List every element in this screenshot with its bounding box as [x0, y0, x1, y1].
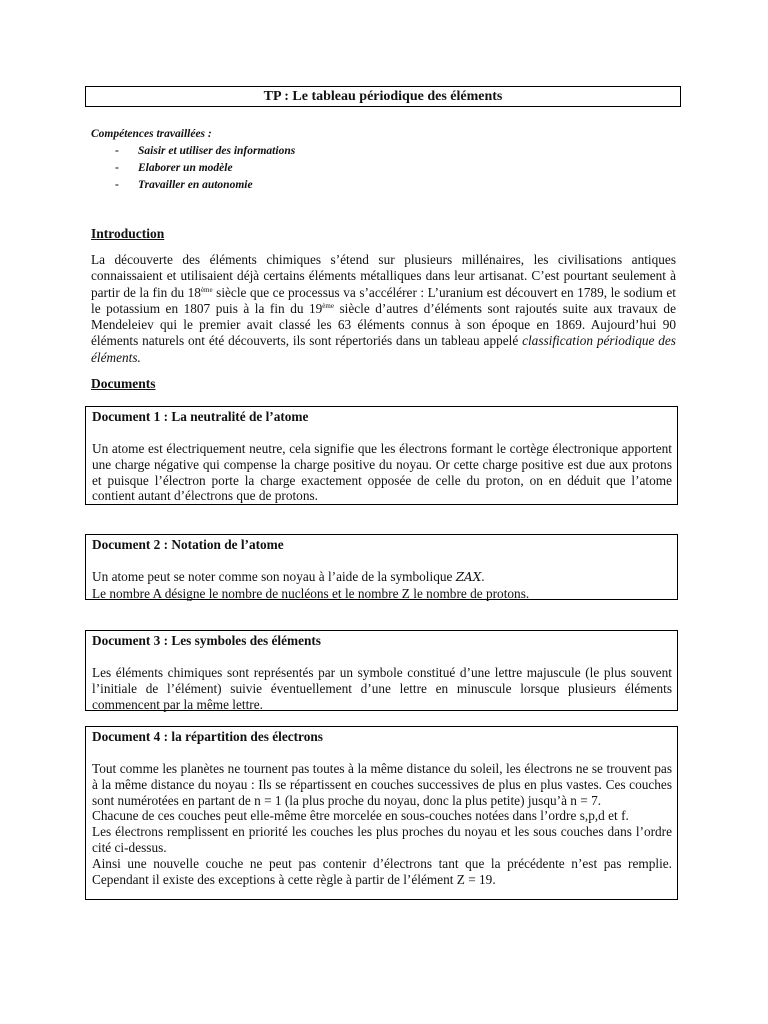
document-1-body: Un atome est électriquement neutre, cela signifie que les électrons formant le cortège électronique apportent une charge négative qui compense la charge positive du noyau. Or cette charge positive est due aux protons et puisque l’électron porte la charge exactement opposée de celle du proton, on en déduit que l’atome contient autant d’électrons que de protons. [92, 441, 672, 504]
competence-item: - Saisir et utiliser des informations [115, 145, 296, 157]
document-3-body: Les éléments chimiques sont représentés par un symbole constitué d’une lettre majuscule (le plus souvent l’initiale de l’élément) suivie éventuellement d’une lettre en minuscule lorsque plusieurs éléments commencent par la même lettre. [92, 665, 672, 712]
document-3-box [85, 630, 678, 711]
introduction-paragraph: La découverte des éléments chimiques s’étend sur plusieurs millénaires, les civilisations antiques connaissaient et utilisaient déjà certains éléments métalliques dans leur artisanat. C’est pourtant seulement à partir de la fin du 18ème siècle que ce processus va s’accélérer : L’uranium est découvert en 1789, le sodium et le potassium en 1807 puis à la fin du 19ème siècle d’autres d’éléments sont rajoutés suite aux travaux de Mendeleiev qui le premier avait classé les 63 éléments connus à son époque en 1869. Aujourd’hui 90 éléments naturels ont été découverts, ils sont répertoriés dans un tableau appelé classification périodique des éléments. [91, 252, 676, 365]
page-title: TP : Le tableau périodique des éléments [85, 86, 681, 107]
competence-item: - Elaborer un modèle [115, 162, 233, 174]
documents-heading: Documents [91, 376, 156, 391]
document-1-title: Document 1 : La neutralité de l’atome [92, 409, 309, 424]
introduction-heading: Introduction [91, 226, 165, 241]
competences-section [91, 126, 651, 194]
document-4-body: Tout comme les planètes ne tournent pas toutes à la même distance du soleil, les électrons ne se trouvent pas à la même distance du noyau : Ils se répartissent en couches successives de plus en plus vastes. Ces couches sont numérotées en partant de n = 1 (la plus proche du noyau, donc la plus petite) jusqu’à n = 7. Chacune de ces couches peut elle-même être morcelée en sous-couches notées dans l’ordre s,p,d et f. Les électrons remplissent en priorité les couches les plus proches du noyau et les sous couches dans l’ordre cité ci-dessus. Ainsi une nouvelle couche ne peut pas contenir d’électrons tant que la précédente n’est pas remplie. Cependant il existe des exceptions à cette règle à partir de l’élément Z = 19. [92, 761, 672, 887]
document-4-title: Document 4 : la répartition des électrons [92, 729, 323, 744]
competences-list [91, 143, 651, 194]
atom-notation-symbol: ZAX [455, 570, 482, 584]
competence-item: - Travailler en autonomie [115, 179, 253, 191]
competences-heading: Compétences travaillées : [91, 128, 212, 140]
document-2-box [85, 534, 678, 600]
document-4-box [85, 726, 678, 900]
document-3-title: Document 3 : Les symboles des éléments [92, 633, 321, 648]
document-2-title: Document 2 : Notation de l’atome [92, 537, 284, 552]
document-1-box [85, 406, 678, 505]
document-2-body: Un atome peut se noter comme son noyau à l’aide de la symbolique ZAX. Le nombre A désigne le nombre de nucléons et le nombre Z le nombre de protons. [92, 569, 530, 601]
